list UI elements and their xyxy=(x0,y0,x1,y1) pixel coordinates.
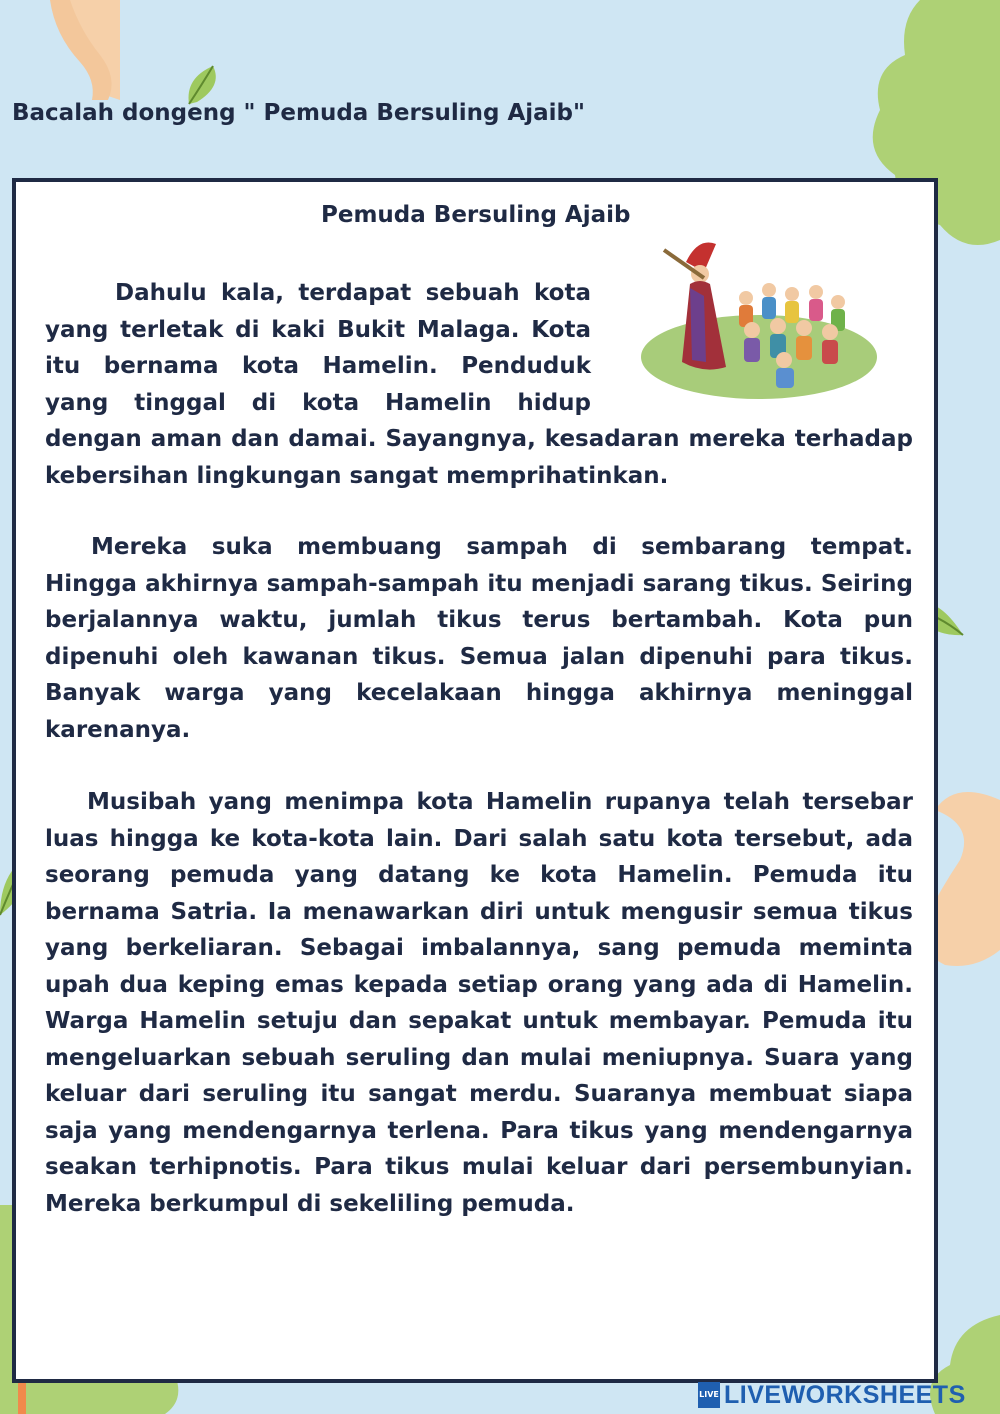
brand-logo-icon: LIVE xyxy=(698,1382,720,1408)
image-placeholder xyxy=(591,275,913,421)
liveworksheets-brand xyxy=(698,1380,966,1410)
instruction-heading: Bacalah dongeng " Pemuda Bersuling Ajaib" xyxy=(12,100,586,126)
story-title: Pemuda Bersuling Ajaib xyxy=(321,202,631,228)
story-card xyxy=(12,178,938,1383)
brand-name: LIVEWORKSHEETS xyxy=(724,1380,966,1409)
story-paragraph-1: Dahulu kala, terdapat sebuah kota yang terletak di kaki Bukit Malaga. Kota itu bernama kota Hamelin. Penduduk yang tinggal di kota Hamelin hidup dengan aman dan damai. Sayangnya, kesadaran mereka terhadap kebersihan lingkungan sangat memprihatinkan. xyxy=(45,275,913,494)
peach-corner-blob xyxy=(0,0,120,100)
story-paragraph-3: Musibah yang menimpa kota Hamelin rupanya telah tersebar luas hingga ke kota-kota lain. Dari salah satu kota tersebut, ada seorang pemuda yang datang ke kota Hamelin. Pemuda itu bernama Satria. Ia menawarkan diri untuk mengusir semua tikus yang berkeliaran. Sebagai imbalannya, sang pemuda meminta upah dua keping emas kepada setiap orang yang ada di Hamelin. Warga Hamelin setuju dan sepakat untuk membayar. Pemuda itu mengeluarkan sebuah seruling dan mulai meniupnya. Suara yang keluar dari seruling itu sangat merdu. Suaranya membuat siapa saja yang mendengarnya terlena. Para tikus yang mendengarnya seakan terhipnotis. Para tikus mulai keluar dari persembunyian. Mereka berkumpul di sekeliling pemuda. xyxy=(45,789,913,1217)
story-paragraph-2: Mereka suka membuang sampah di sembarang tempat. Hingga akhirnya sampah-sampah itu menjadi sarang tikus. Seiring berjalannya waktu, jumlah tikus terus bertambah. Kota pun dipenuhi oleh kawanan tikus. Semua jalan dipenuhi para tikus. Banyak warga yang kecelakaan hingga akhirnya meninggal karenanya. xyxy=(45,534,913,743)
